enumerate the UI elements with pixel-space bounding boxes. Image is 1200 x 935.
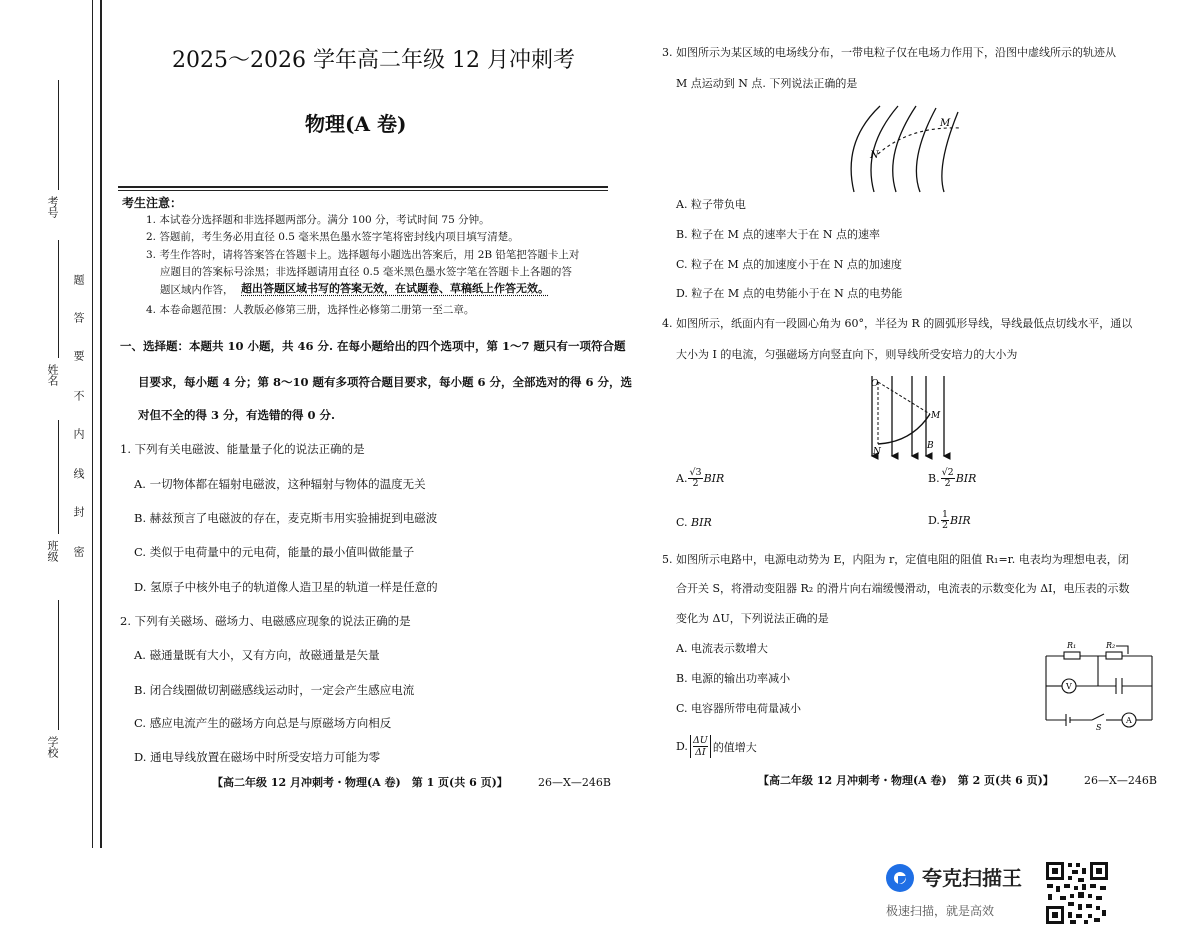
- option-rest: BIR: [949, 514, 971, 527]
- field-underline: [58, 240, 59, 358]
- notice-header: 考生注意：: [122, 196, 183, 210]
- option-letter: B.: [928, 472, 940, 485]
- section-header: 对但不全的得 3 分，有选错的得 0 分.: [138, 408, 336, 422]
- question-2-option: C. 感应电流产生的磁场方向总是与原磁场方向相反: [134, 716, 392, 730]
- label-m: M: [940, 118, 951, 129]
- scanner-logo-icon: [886, 864, 914, 892]
- question-4-option-c[interactable]: [676, 516, 712, 529]
- numerator: √3: [689, 467, 702, 478]
- section-header: 一、选择题：本题共 10 小题，共 46 分. 在每小题给出的四个选项中，第 1～7 题只有一项符合题: [120, 339, 626, 353]
- question-4-stem: 大小为 I 的电流，匀强磁场方向竖直向下，则导线所受安培力的大小为: [676, 348, 1018, 361]
- option-letter: A.: [676, 472, 688, 485]
- question-5-stem: 合开关 S，将滑动变阻器 R₂ 的滑片向右端缓慢滑动，电流表的示数变化为 ΔI，电压表的示数: [676, 582, 1130, 595]
- fraction: [941, 468, 955, 489]
- field-label: 考号: [46, 196, 59, 218]
- question-5-stem: 变化为 ΔU，下列说法正确的是: [676, 612, 829, 625]
- question-4-option-d[interactable]: [928, 510, 971, 531]
- question-3-option: A. 粒子带负电: [676, 198, 746, 211]
- field-label: 姓名: [46, 364, 59, 386]
- label-o: O: [871, 379, 879, 389]
- question-4-option-b[interactable]: [928, 468, 976, 489]
- denominator: 2: [944, 478, 951, 489]
- label-a: A: [1126, 716, 1132, 725]
- binding-outer-line: [92, 0, 93, 848]
- field-underline: [58, 600, 59, 730]
- question-3-option: D. 粒子在 M 点的电势能小于在 N 点的电势能: [676, 287, 903, 300]
- exam-subtitle: 物理(A 卷): [305, 112, 407, 136]
- scanner-brand: 夸克扫描王: [922, 866, 1022, 890]
- seal-char: 封: [72, 506, 85, 517]
- question-2-option: D. 通电导线放置在磁场中时所受安培力可能为零: [134, 750, 381, 764]
- field-label: 学校: [46, 736, 59, 758]
- circuit-figure: [1040, 638, 1156, 730]
- qr-code-icon: [1044, 860, 1110, 926]
- field-underline: [58, 80, 59, 190]
- notice-item: 3. 考生作答时，请将答案答在答题卡上。选择题每小题选出答案后，用 2B 铅笔把答题卡上对: [146, 249, 580, 261]
- seal-char: 题: [72, 274, 85, 285]
- seal-char: 密: [72, 546, 85, 557]
- question-2-option: B. 闭合线圈做切割磁感线运动时，一定会产生感应电流: [134, 683, 415, 697]
- label-n: N: [870, 150, 879, 161]
- label-n: N: [873, 447, 881, 457]
- question-3-option: C. 粒子在 M 点的加速度小于在 N 点的加速度: [676, 258, 902, 271]
- question-5-option: B. 电源的输出功率减小: [676, 672, 791, 685]
- option-rest: BIR: [691, 516, 712, 529]
- label-r1: R₁: [1067, 641, 1077, 650]
- option-rest: 的值增大: [712, 740, 757, 754]
- question-1-option: A. 一切物体都在辐射电磁波，这种辐射与物体的温度无关: [134, 477, 426, 491]
- question-3-option: B. 粒子在 M 点的速率大于在 N 点的速率: [676, 228, 880, 241]
- electric-field-figure: [840, 102, 970, 194]
- footer-page-1: 【高二年级 12 月冲刺考・物理(A 卷) 第 1 页(共 6 页)】: [212, 776, 508, 789]
- field-label: 班级: [46, 540, 59, 562]
- label-m: M: [931, 411, 941, 421]
- binding-inner-line: [100, 0, 102, 848]
- denominator: 2: [692, 478, 699, 489]
- seal-char: 内: [72, 428, 85, 439]
- numerator: 1: [941, 509, 948, 520]
- notice-item: 应题目的答案标号涂黑；非选择题请用直径 0.5 毫米黑色墨水签字笔在答题卡上各题的答: [160, 266, 572, 278]
- fraction: [688, 468, 702, 489]
- numerator: ΔU: [692, 735, 708, 746]
- question-2-option: A. 磁通量既有大小，又有方向，故磁通量是矢量: [134, 648, 380, 662]
- label-b: B: [927, 441, 934, 451]
- option-letter: C.: [676, 516, 688, 529]
- question-1-stem: 1. 下列有关电磁波、能量量子化的说法正确的是: [120, 442, 365, 456]
- question-4-stem: 4. 如图所示，纸面内有一段圆心角为 60°，半径为 R 的圆弧形导线，导线最低点切线水平，通以: [662, 317, 1133, 330]
- option-rest: BIR: [955, 472, 977, 485]
- footer-page-2: 【高二年级 12 月冲刺考・物理(A 卷) 第 2 页(共 6 页)】: [758, 774, 1054, 787]
- fraction: [941, 510, 949, 531]
- notice-item: 2. 答题前，考生务必用直径 0.5 毫米黑色墨水签字笔将密封线内项目填写清楚。: [146, 231, 519, 243]
- label-v: V: [1066, 682, 1072, 691]
- field-underline: [58, 420, 59, 534]
- notice-item: 题区域内作答，: [160, 284, 234, 296]
- notice-rule-thin: [118, 190, 608, 191]
- question-5-stem: 5. 如图所示电路中，电源电动势为 E，内阻为 r，定值电阻的阻值 R₁=r. 电表均为理想电表，闭: [662, 553, 1129, 566]
- notice-item: 1. 本试卷分选择题和非选择题两部分。满分 100 分，考试时间 75 分钟。: [146, 214, 490, 226]
- question-5-option-d[interactable]: [676, 735, 757, 758]
- notice-rule: [118, 186, 608, 188]
- question-2-stem: 2. 下列有关磁场、磁场力、电磁感应现象的说法正确的是: [120, 614, 411, 628]
- option-letter: D.: [676, 740, 688, 753]
- question-1-option: D. 氢原子中核外电子的轨道像人造卫星的轨道一样是任意的: [134, 580, 438, 594]
- seal-char: 不: [72, 390, 85, 401]
- seal-char: 答: [72, 312, 85, 323]
- label-r2: R₂: [1106, 641, 1116, 650]
- scanner-tagline: 极速扫描，就是高效: [886, 904, 995, 918]
- question-1-option: C. 类似于电荷量中的元电荷，能量的最小值叫做能量子: [134, 545, 415, 559]
- abs-fraction: [690, 735, 711, 758]
- exam-title: 2025～2026 学年高二年级 12 月冲刺考: [172, 48, 575, 73]
- question-5-option: A. 电流表示数增大: [676, 642, 768, 655]
- denominator: ΔI: [695, 747, 706, 758]
- notice-item: 4. 本卷命题范围：人教版必修第三册，选择性必修第二册第一至二章。: [146, 304, 475, 316]
- option-letter: D.: [928, 514, 940, 527]
- magnetic-field-figure: [860, 372, 960, 462]
- seal-char: 线: [72, 468, 85, 479]
- footer-code-1: 26—X—246B: [538, 776, 611, 789]
- question-3-stem: 3. 如图所示为某区域的电场线分布，一带电粒子仅在电场力作用下，沿图中虚线所示的轨迹从: [662, 46, 1116, 59]
- seal-char: 要: [72, 350, 85, 361]
- label-s: S: [1096, 723, 1102, 730]
- denominator: 2: [941, 520, 948, 531]
- question-3-stem: M 点运动到 N 点. 下列说法正确的是: [676, 77, 858, 90]
- notice-emphasis: 超出答题区域书写的答案无效，在试题卷、草稿纸上作答无效。: [241, 282, 549, 295]
- section-header: 目要求，每小题 4 分；第 8～10 题有多项符合题目要求，每小题 6 分，全部选对的得 6 分，选: [138, 375, 633, 389]
- footer-code-2: 26—X—246B: [1084, 774, 1157, 787]
- question-5-option: C. 电容器所带电荷量减小: [676, 702, 802, 715]
- question-1-option: B. 赫兹预言了电磁波的存在，麦克斯韦用实验捕捉到电磁波: [134, 511, 438, 525]
- option-rest: BIR: [703, 472, 725, 485]
- question-4-option-a[interactable]: [676, 468, 724, 489]
- numerator: √2: [941, 467, 954, 478]
